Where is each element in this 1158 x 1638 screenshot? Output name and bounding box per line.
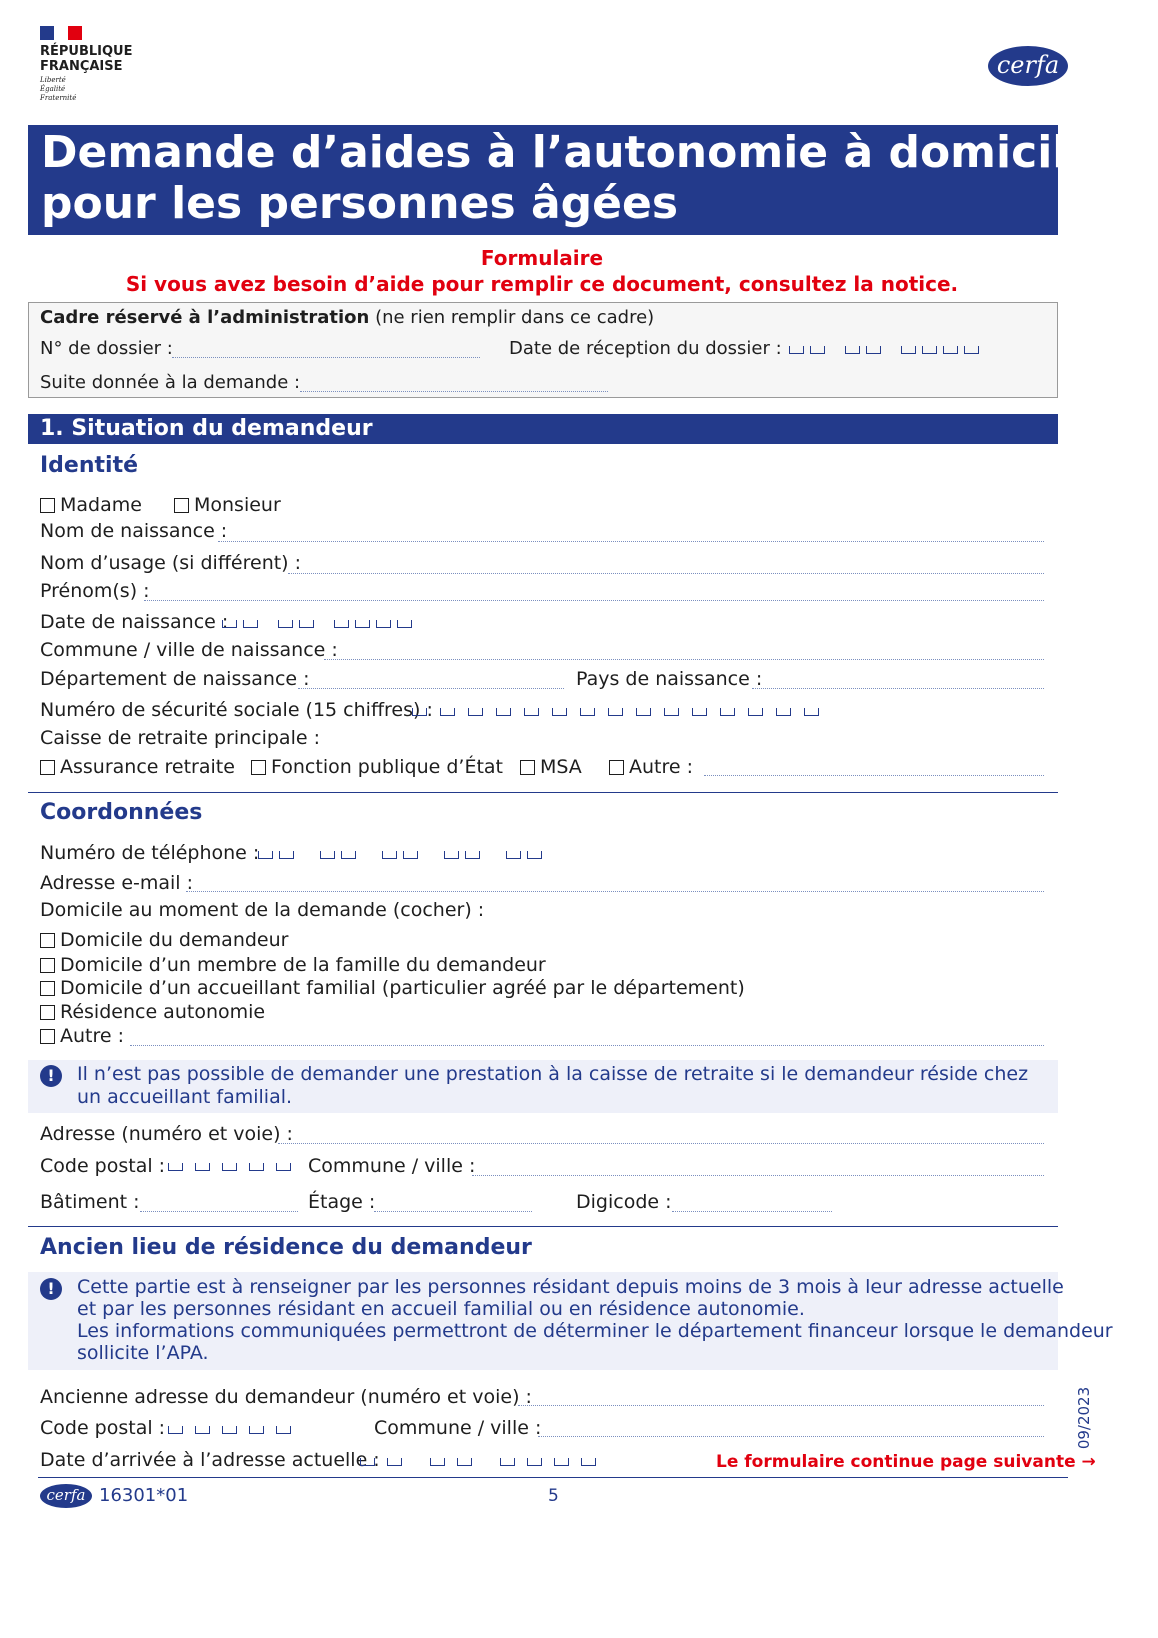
- domicile-demandeur-label: Domicile du demandeur: [60, 929, 289, 951]
- domicile-famille-checkbox[interactable]: [40, 958, 55, 973]
- admin-title-bold: Cadre réservé à l’administration: [40, 307, 370, 328]
- commune-field[interactable]: [472, 1175, 1044, 1176]
- caisse-autre-checkbox[interactable]: [609, 760, 624, 775]
- domicile-autre-field[interactable]: [130, 1045, 1044, 1046]
- residence-autonomie-checkbox[interactable]: [40, 1005, 55, 1020]
- code-postal-label: Code postal :: [40, 1155, 166, 1177]
- domicile-option-autre: [40, 1025, 124, 1047]
- domicile-autre-label: Autre :: [60, 1025, 125, 1047]
- footer-cerfa-text: cerfa: [46, 1486, 86, 1504]
- info-accueillant-line2: un accueillant familial.: [77, 1086, 293, 1108]
- departement-naissance-label: Département de naissance :: [40, 668, 310, 690]
- domicile-option-demandeur: [40, 929, 288, 951]
- caisse-option-msa: [520, 756, 582, 778]
- divider-coordonnees: [28, 1226, 1058, 1227]
- ancien-lieu-heading: Ancien lieu de résidence du demandeur: [40, 1235, 532, 1260]
- secu-field[interactable]: [412, 708, 832, 716]
- adresse-field[interactable]: [278, 1143, 1044, 1144]
- help-notice: Si vous avez besoin d’aide pour remplir ce document, consultez la notice.: [125, 272, 959, 296]
- page-number: 5: [548, 1486, 559, 1506]
- caisse-label: Caisse de retraite principale :: [40, 727, 320, 749]
- date-reception-label: Date de réception du dossier :: [509, 338, 782, 359]
- caisse-option-fonction-publique: [251, 756, 503, 778]
- monsieur-label: Monsieur: [194, 494, 281, 516]
- info-ancien-line4: sollicite l’APA.: [77, 1342, 209, 1364]
- etage-label: Étage :: [308, 1191, 376, 1213]
- dossier-label: N° de dossier :: [40, 338, 173, 359]
- secu-label: Numéro de sécurité sociale (15 chiffres) :: [40, 699, 433, 721]
- madame-label: Madame: [60, 494, 142, 516]
- marianne-flag-icon: [40, 26, 82, 40]
- domicile-option-residence: [40, 1001, 265, 1023]
- domicile-famille-label: Domicile d’un membre de la famille du demandeur: [60, 954, 546, 976]
- nom-naissance-label: Nom de naissance :: [40, 520, 228, 542]
- ancien-commune-label: Commune / ville :: [374, 1417, 542, 1439]
- fonction-publique-label: Fonction publique d’État: [271, 756, 503, 778]
- civility-madame: [40, 494, 142, 516]
- msa-label: MSA: [540, 756, 582, 778]
- monsieur-checkbox[interactable]: [174, 498, 189, 513]
- code-postal-field[interactable]: [168, 1163, 297, 1171]
- assurance-retraite-checkbox[interactable]: [40, 760, 55, 775]
- departement-naissance-field[interactable]: [298, 688, 564, 689]
- info-accueillant-line1: Il n’est pas possible de demander une prestation à la caisse de retraite si le demandeur réside chez: [77, 1063, 1029, 1085]
- residence-autonomie-label: Résidence autonomie: [60, 1001, 266, 1023]
- republique-line1: RÉPUBLIQUE: [40, 44, 133, 59]
- edition-date: 09/2023: [1075, 1386, 1093, 1450]
- nom-usage-label: Nom d’usage (si différent) :: [40, 552, 302, 574]
- info-ancien-line3: Les informations communiquées permettront de déterminer le département financeur lorsque le demandeur: [77, 1320, 1113, 1342]
- coordonnees-heading: Coordonnées: [40, 800, 203, 825]
- etage-field[interactable]: [374, 1211, 532, 1212]
- dossier-field[interactable]: [172, 357, 480, 358]
- cerfa-number: 16301*01: [99, 1485, 189, 1506]
- cerfa-logo: [988, 46, 1068, 86]
- republique-line2: FRANÇAISE: [40, 59, 123, 74]
- title-banner: [28, 125, 1098, 235]
- date-arrivee-field[interactable]: [360, 1458, 602, 1466]
- date-reception-field[interactable]: [789, 346, 985, 354]
- domicile-accueillant-checkbox[interactable]: [40, 981, 55, 996]
- civility-monsieur: [174, 494, 281, 516]
- nom-usage-field[interactable]: [288, 573, 1044, 574]
- admin-box-title: [40, 307, 654, 328]
- divider-identite: [28, 792, 1058, 793]
- section-1-title: 1. Situation du demandeur: [40, 416, 373, 441]
- footer-rule: [38, 1477, 1068, 1478]
- assurance-retraite-label: Assurance retraite: [60, 756, 235, 778]
- caisse-autre-label: Autre :: [629, 756, 694, 778]
- suite-label: Suite donnée à la demande :: [40, 372, 301, 393]
- msa-checkbox[interactable]: [520, 760, 535, 775]
- ancien-code-postal-label: Code postal :: [40, 1417, 166, 1439]
- info-icon: !: [40, 1065, 62, 1087]
- footer-cerfa-logo: [40, 1484, 92, 1508]
- domicile-autre-checkbox[interactable]: [40, 1029, 55, 1044]
- madame-checkbox[interactable]: [40, 498, 55, 513]
- pays-naissance-label: Pays de naissance :: [576, 668, 763, 690]
- domicile-demandeur-checkbox[interactable]: [40, 933, 55, 948]
- ancienne-adresse-field[interactable]: [518, 1405, 1044, 1406]
- fonction-publique-checkbox[interactable]: [251, 760, 266, 775]
- domicile-option-famille: [40, 954, 546, 976]
- commune-naissance-label: Commune / ville de naissance :: [40, 639, 338, 661]
- nom-naissance-field[interactable]: [218, 541, 1044, 542]
- ancien-code-postal-field[interactable]: [168, 1426, 297, 1434]
- domicile-accueillant-label: Domicile d’un accueillant familial (particulier agréé par le département): [60, 977, 745, 999]
- prenoms-field[interactable]: [144, 600, 1044, 601]
- ancien-commune-field[interactable]: [538, 1436, 1044, 1437]
- ancienne-adresse-label: Ancienne adresse du demandeur (numéro et voie) :: [40, 1386, 532, 1408]
- motto-line3: Fraternité: [40, 94, 77, 102]
- cerfa-logo-text: cerfa: [996, 51, 1060, 79]
- email-field[interactable]: [186, 891, 1044, 892]
- date-naissance-label: Date de naissance :: [40, 611, 229, 633]
- suite-field[interactable]: [300, 391, 608, 392]
- telephone-label: Numéro de téléphone :: [40, 842, 260, 864]
- adresse-label: Adresse (numéro et voie) :: [40, 1123, 293, 1145]
- motto-line1: Liberté: [40, 76, 66, 84]
- digicode-field[interactable]: [672, 1211, 832, 1212]
- domicile-option-accueillant: [40, 977, 745, 999]
- formulaire-label: Formulaire: [480, 246, 604, 270]
- info-ancien-line1: Cette partie est à renseigner par les personnes résidant depuis moins de 3 mois à leur adresse actuelle: [77, 1276, 1064, 1298]
- caisse-option-assurance: [40, 756, 235, 778]
- prenoms-label: Prénom(s) :: [40, 580, 150, 602]
- section-1-header: [28, 414, 1058, 444]
- commune-naissance-field[interactable]: [324, 659, 1044, 660]
- info-icon-ancien: !: [40, 1278, 62, 1300]
- commune-label: Commune / ville :: [308, 1155, 476, 1177]
- email-label: Adresse e-mail :: [40, 872, 194, 894]
- caisse-autre-field[interactable]: [704, 775, 1044, 776]
- digicode-label: Digicode :: [576, 1191, 672, 1213]
- info-ancien-line2: et par les personnes résidant en accueil familial ou en résidence autonomie.: [77, 1298, 805, 1320]
- telephone-field[interactable]: [258, 851, 548, 859]
- date-arrivee-label: Date d’arrivée à l’adresse actuelle :: [40, 1449, 380, 1471]
- page-title-line1: Demande d’aides à l’autonomie à domicile: [41, 127, 1098, 178]
- identite-heading: Identité: [40, 453, 139, 478]
- batiment-field[interactable]: [140, 1211, 298, 1212]
- date-naissance-field[interactable]: [222, 620, 418, 628]
- continue-notice: Le formulaire continue page suivante →: [716, 1452, 1096, 1472]
- caisse-option-autre: [609, 756, 693, 778]
- pays-naissance-field[interactable]: [752, 688, 1044, 689]
- domicile-label: Domicile au moment de la demande (cocher) :: [40, 899, 485, 921]
- republique-francaise-logo: [40, 26, 150, 112]
- batiment-label: Bâtiment :: [40, 1191, 140, 1213]
- page-title-line2: pour les personnes âgées: [41, 178, 679, 229]
- motto-line2: Égalité: [40, 85, 66, 93]
- admin-title-rest: (ne rien remplir dans ce cadre): [369, 307, 655, 328]
